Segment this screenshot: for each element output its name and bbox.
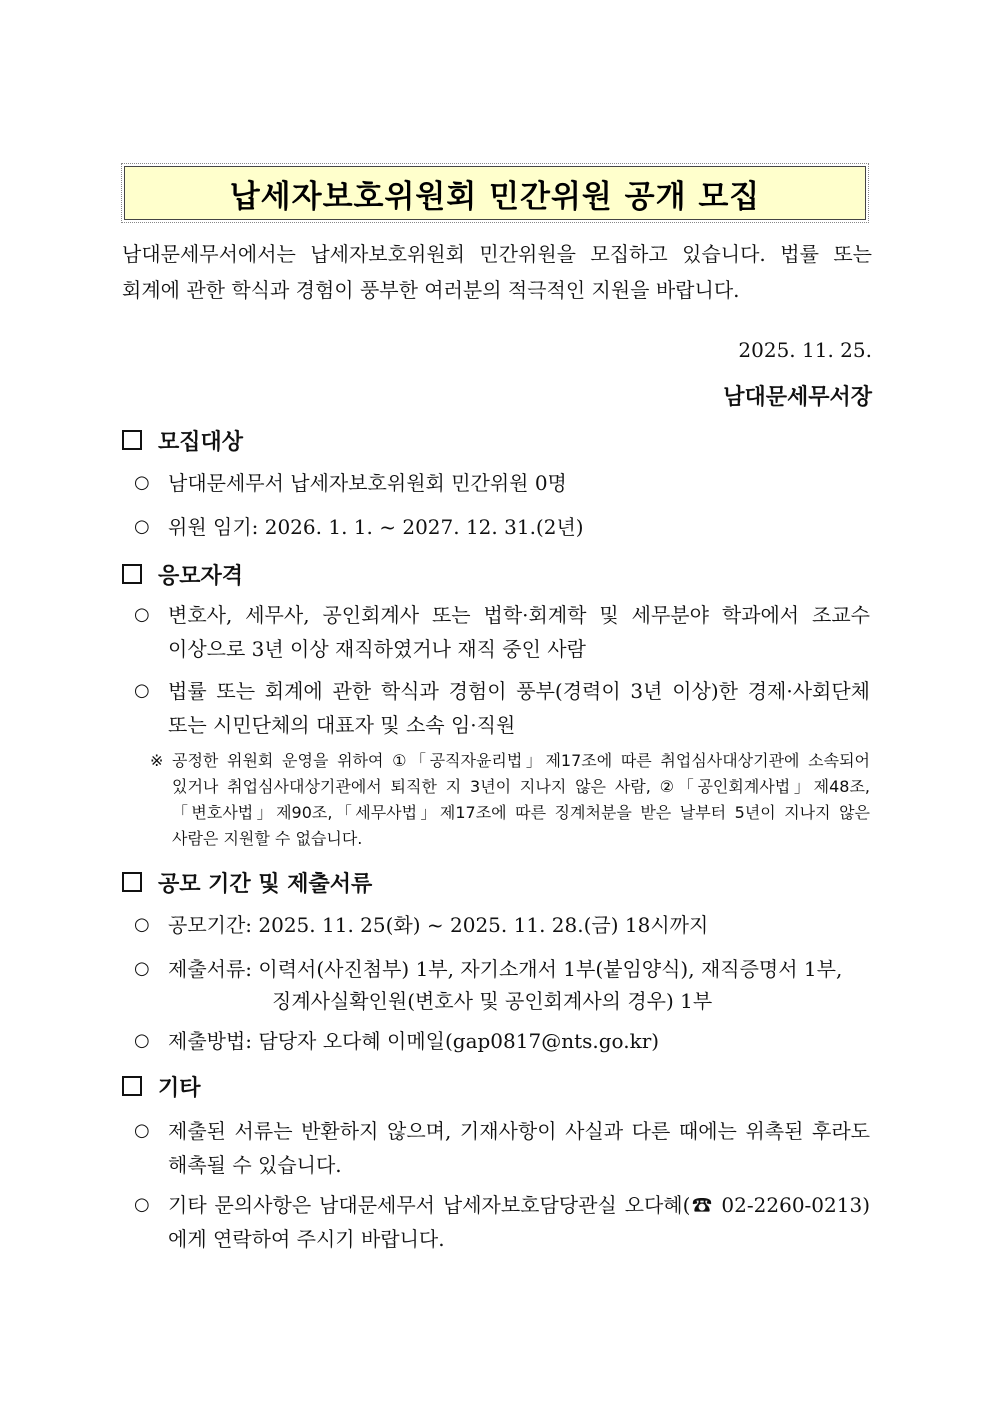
circle-bullet-icon: ○ [134, 472, 150, 493]
section-heading-label: 모집대상 [158, 429, 244, 455]
list-item [134, 1188, 870, 1256]
issuer-signature: 남대문세무서장 [723, 385, 872, 410]
list-item-text: 제출서류: 이력서(사진첨부) 1부, 자기소개서 1부(붙임양식), 재직증명서 1부, [168, 957, 843, 981]
section-heading-period [122, 866, 372, 898]
list-item-text: 법률 또는 회계에 관한 학식과 경험이 풍부(경력이 3년 이상)한 경제·사회단체 또는 시민단체의 대표자 및 소속 임·직원 [168, 679, 870, 737]
list-item-text: 제출된 서류는 반환하지 않으며, 기재사항이 사실과 다른 때에는 위촉된 후라도 해촉될 수 있습니다. [168, 1119, 870, 1177]
list-item-continuation [134, 984, 870, 1018]
square-icon [122, 1076, 142, 1096]
list-item-text: 기타 문의사항은 남대문세무서 납세자보호담당관실 오다혜(☎ 02-2260-0213)에게 연락하여 주시기 바랍니다. [168, 1193, 870, 1251]
list-item-text: 징계사실확인원(변호사 및 공인회계사의 경우) 1부 [272, 989, 713, 1013]
section-heading-etc [122, 1070, 201, 1102]
eligibility-note [150, 748, 870, 852]
intro-paragraph: 남대문세무서에서는 납세자보호위원회 민간위원을 모집하고 있습니다. 법률 또는 회계에 관한 학식과 경험이 풍부한 여러분의 적극적인 지원을 바랍니다. [122, 242, 872, 302]
list-item [134, 466, 870, 500]
list-item-text: 변호사, 세무사, 공인회계사 또는 법학·회계학 및 세무분야 학과에서 조교수 이상으로 3년 이상 재직하였거나 재직 중인 사람 [168, 603, 870, 661]
reference-mark-icon: ※ [150, 751, 164, 770]
circle-bullet-icon: ○ [134, 1120, 150, 1141]
title-box [124, 166, 866, 220]
list-item [134, 1114, 870, 1182]
list-item [134, 1024, 870, 1058]
square-icon [122, 872, 142, 892]
circle-bullet-icon: ○ [134, 1194, 150, 1215]
section-heading-label: 공모 기간 및 제출서류 [158, 871, 373, 897]
circle-bullet-icon: ○ [134, 914, 150, 935]
list-item [134, 598, 870, 666]
circle-bullet-icon: ○ [134, 680, 150, 701]
circle-bullet-icon: ○ [134, 516, 150, 537]
section-heading-target [122, 424, 243, 456]
circle-bullet-icon: ○ [134, 604, 150, 625]
section-heading-label: 응모자격 [158, 563, 244, 589]
square-icon [122, 430, 142, 450]
square-icon [122, 564, 142, 584]
list-item [134, 908, 870, 942]
section-heading-label: 기타 [158, 1075, 201, 1101]
circle-bullet-icon: ○ [134, 1030, 150, 1051]
circle-bullet-icon: ○ [134, 958, 150, 979]
list-item-text: 남대문세무서 납세자보호위원회 민간위원 0명 [168, 471, 567, 495]
note-text: 공정한 위원회 운영을 위하여 ①「공직자윤리법」제17조에 따른 취업심사대상기관에 소속되어 있거나 취업심사대상기관에서 퇴직한 지 3년이 지나지 않은 사람, ②「공인회계사법」제48조,「변호사법」제90조,「세무사법」제17조에 따른 징계처분을 받은 날부터 5년이 지나지 않은 사람은 지원할 수 없습니다. [172, 751, 870, 848]
list-item [134, 952, 870, 986]
notice-date: 2025. 11. 25. [738, 338, 872, 362]
list-item [134, 510, 870, 544]
list-item-text: 제출방법: 담당자 오다혜 이메일(gap0817@nts.go.kr) [168, 1029, 660, 1053]
list-item-text: 공모기간: 2025. 11. 25(화) ~ 2025. 11. 28.(금) 18시까지 [168, 913, 709, 937]
list-item-text: 위원 임기: 2026. 1. 1. ~ 2027. 12. 31.(2년) [168, 515, 584, 539]
section-heading-qualification [122, 558, 243, 590]
page-title: 납세자보호위원회 민간위원 공개 모집 [229, 178, 761, 215]
list-item [134, 674, 870, 742]
